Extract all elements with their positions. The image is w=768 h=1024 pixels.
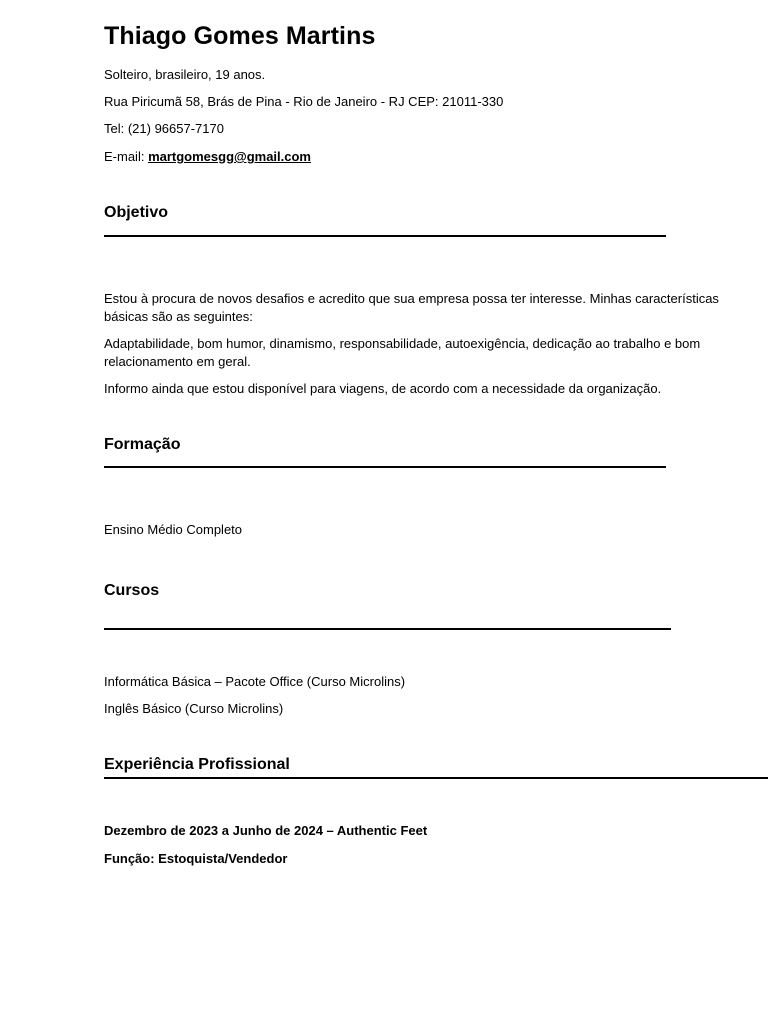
section-divider-objective [104, 235, 666, 237]
phone: Tel: (21) 96657-7170 [104, 121, 224, 136]
objective-paragraph-2: Adaptabilidade, bom humor, dinamismo, responsabilidade, autoexigência, dedicação ao trabalho e bom relacionamento em geral. [104, 336, 701, 369]
experience-role: Função: Estoquista/Vendedor [104, 851, 288, 866]
objective-paragraph-3: Informo ainda que estou disponível para viagens, de acordo com a necessidade da organização. [104, 381, 662, 396]
candidate-name: Thiago Gomes Martins [104, 22, 376, 50]
objective-paragraph-1: Estou à procura de novos desafios e acredito que sua empresa possa ter interesse. Minhas características básicas são as seguintes: [104, 291, 719, 324]
email-label: E-mail: [104, 149, 149, 164]
section-title-objective: Objetivo [104, 204, 169, 221]
address: Rua Piricumã 58, Brás de Pina - Rio de Janeiro - RJ CEP: 21011-330 [104, 94, 504, 109]
education-item: Ensino Médio Completo [104, 522, 243, 537]
email-link[interactable]: martgomesgg@gmail.com [148, 149, 311, 164]
course-item: Inglês Básico (Curso Microlins) [104, 701, 284, 716]
section-title-courses: Cursos [104, 582, 160, 599]
section-divider-education [104, 466, 666, 468]
experience-period: Dezembro de 2023 a Junho de 2024 – Authentic Feet [104, 823, 428, 838]
section-divider-courses [104, 628, 671, 630]
email-line [104, 148, 311, 166]
section-divider-experience [104, 777, 768, 779]
course-item: Informática Básica – Pacote Office (Curso Microlins) [104, 674, 406, 689]
section-title-experience: Experiência Profissional [104, 756, 290, 773]
section-title-education: Formação [104, 436, 181, 453]
personal-info: Solteiro, brasileiro, 19 anos. [104, 67, 266, 82]
